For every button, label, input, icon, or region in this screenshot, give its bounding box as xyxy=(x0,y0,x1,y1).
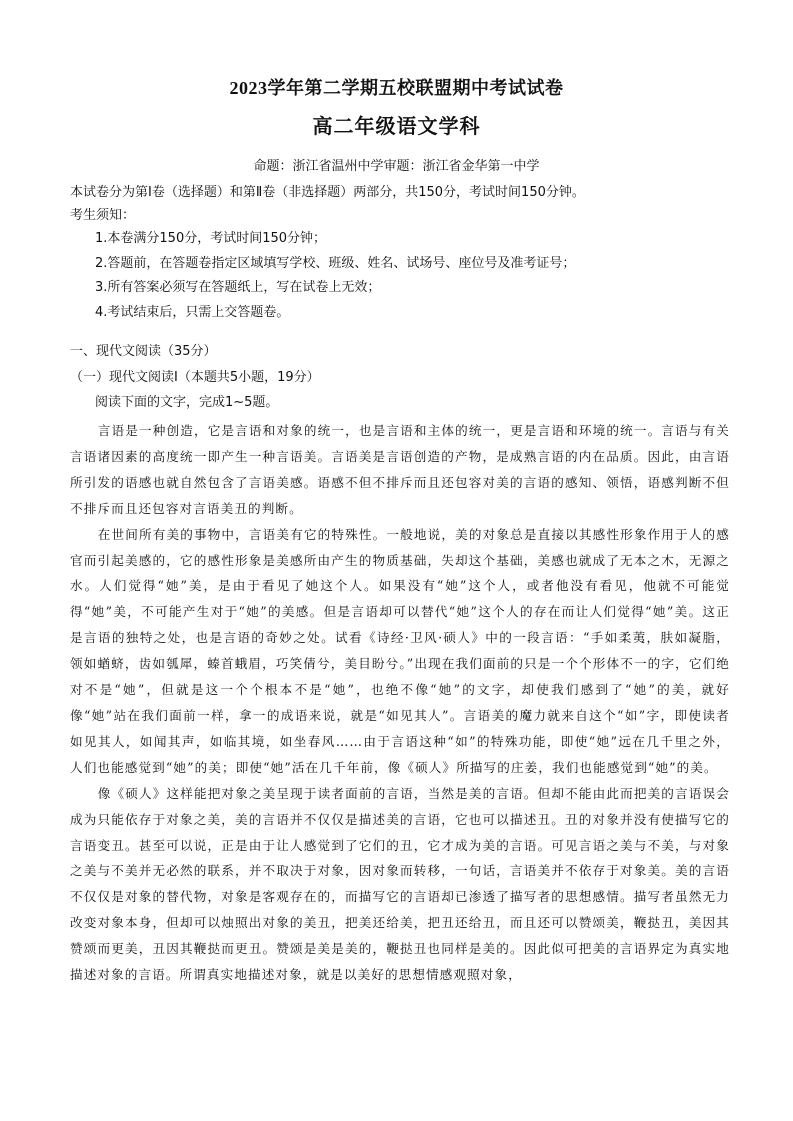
notice-list xyxy=(95,230,575,329)
notice-item: 2.答题前，在答题卷指定区域填写学校、班级、姓名、试场号、座位号及准考证号； xyxy=(95,255,576,271)
reading-passage xyxy=(70,418,730,988)
exam-title: 2023学年第二学期五校联盟期中考试试卷 xyxy=(229,78,564,98)
notice-item: 3.所有答案必须写在答题纸上，写在试卷上无效； xyxy=(95,280,381,296)
passage-paragraph: 言语是一种创造，它是言语和对象的统一，也是言语和主体的统一，更是言语和环境的统一。言语与有关言语诸因素的高度统一即产生一种言语美。言语美是言语创造的产物，是成熟言语的内在品质。因此，由言语所引发的语感也就自然包含了言语美感。语感不但不排斥而且还包容对美的言语的感知、领悟，语感判断不但不排斥而且还包容对言语美丑的判断。 xyxy=(70,423,730,516)
notice-item: 1.本卷满分150分，考试时间150分钟； xyxy=(95,231,327,246)
notice-heading: 考生须知： xyxy=(70,208,136,223)
exam-subtitle: 高二年级语文学科 xyxy=(312,114,481,138)
exam-authors: 命题：浙江省温州中学审题：浙江省金华第一中学 xyxy=(253,159,540,174)
notice-item: 4.考试结束后，只需上交答题卷。 xyxy=(95,305,290,321)
passage-paragraph: 在世间所有美的事物中，言语美有它的特殊性。一般地说，美的对象总是直接以其感性形象作用于人的感官而引起美感的，它的感性形象是美感所由产生的物质基础，失却这个基础，美感也就成了无本之木，无源之水。人们觉得“她”美，是由于看见了她这个人。如果没有“她”这个人，或者他没有看见，他就不可能觉得“她”美，不可能产生对于“她”的美感。但是言语却可以替代“她”这个人的存在而让人们觉得“她”美。这正是言语的独特之处，也是言语的奇妙之处。试看《诗经·卫风·硕人》中的一段言语：“手如柔荑，肤如凝脂，领如蝤蛴，齿如瓠犀，螓首蛾眉，巧笑倩兮，美目盼兮。”出现在我们面前的只是一个个形体不一的字，它们绝对不是“她”，但就是这一个个根本不是“她”，也绝不像“她”的文字，却使我们感到了“她”的美，就好像“她”站在我们面前一样，拿一的成语来说，就是“如见其人”。言语美的魔力就来自这个“如”字，即使读者如见其人，如闻其声，如临其境，如坐春风……由于言语这种“如”的特殊功能，即使“她”远在几千里之外，人们也能感觉到“她”的美；即使“她”活在几千年前，像《硕人》所描写的庄姜，我们也能感觉到“她”的美。 xyxy=(70,526,730,775)
section-heading: 一、现代文阅读（35分） xyxy=(70,344,217,359)
subsection-heading: （一）现代文阅读Ⅰ（本题共5小题，19分） xyxy=(70,370,320,385)
exam-intro: 本试卷分为第Ⅰ卷（选择题）和第Ⅱ卷（非选择题）两部分，共150分，考试时间150分钟。 xyxy=(70,185,585,200)
passage-paragraph: 像《硕人》这样能把对象之美呈现于读者面前的言语，当然是美的言语。但却不能由此而把美的言语误会成为只能依存于对象之美，美的言语并不仅仅是描述美的言语，它也可以描述丑。丑的对象并没有使描写它的言语变丑。甚至可以说，正是由于让人感觉到了它们的丑，它才成为美的言语。可见言语之美与不美，与对象之美与不美并无必然的联系，并不取决于对象，因对象而转移，一句话，言语美并不依存于对象美。美的言语不仅仅是对象的替代物，对象是客观存在的，而描写它的言语却已渗透了描写者的思想感情。描写者虽然无力改变对象本身，但却可以烛照出对象的美丑，把美还给美，把丑还给丑，而且还可以赞颂美，鞭挞丑，美因其赞颂而更美，丑因其鞭挞而更丑。赞颂是美是美的，鞭挞丑也同样是美的。因此似可把美的言语界定为真实地描述对象的言语。所谓真实地描述对象，就是以美好的思想情感观照对象， xyxy=(70,785,730,983)
reading-instruction: 阅读下面的文字，完成1~5题。 xyxy=(95,395,279,410)
